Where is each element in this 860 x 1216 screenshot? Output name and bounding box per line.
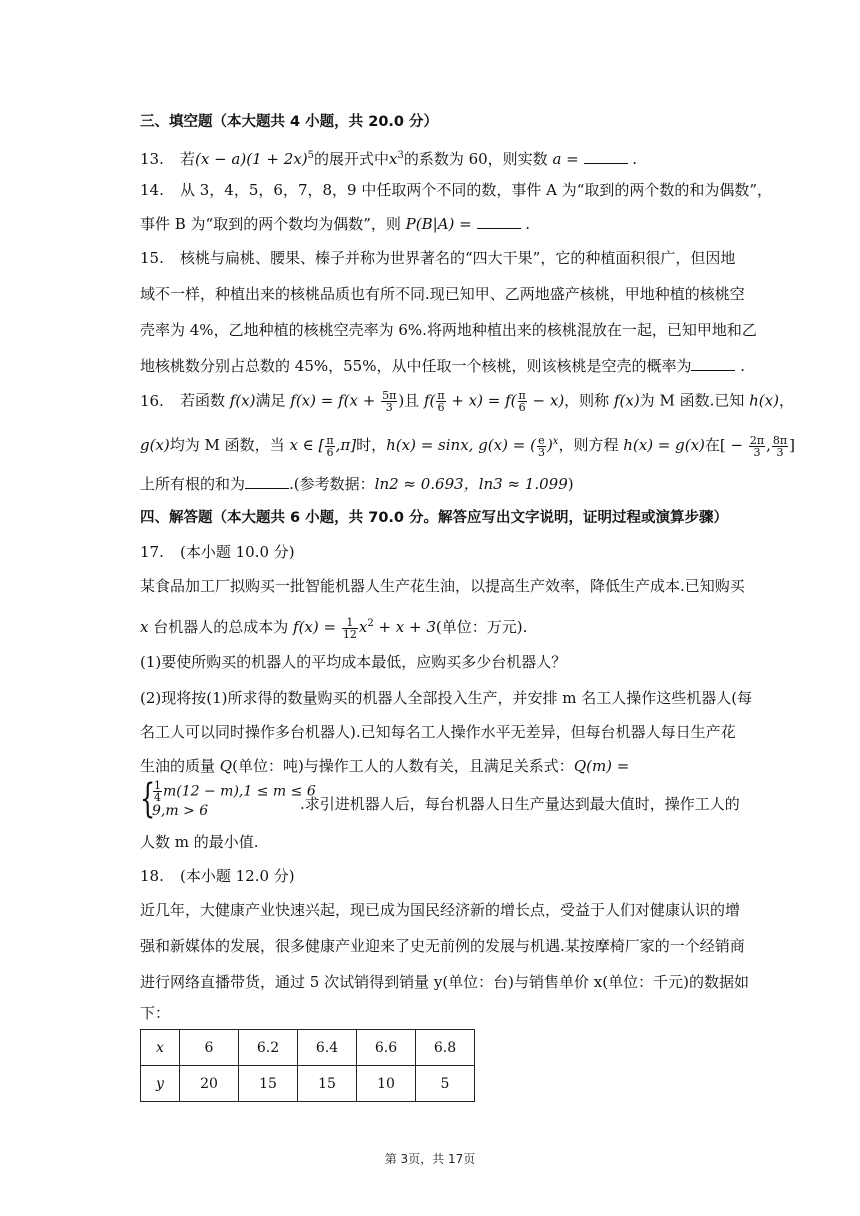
question-17-line-4: (2)现将按(1)所求得的数量购买的机器人全部投入生产，并安排 m 名工人操作这些机器人(每 [140, 689, 753, 707]
question-14-line-2: 事件 B 为“取到的两个数均为偶数”，则 P(B|A) = . [140, 215, 531, 233]
table-cell: 10 [357, 1066, 416, 1102]
table-cell: 6.4 [298, 1030, 357, 1066]
question-number: 14. [140, 181, 164, 199]
table-row [141, 1066, 475, 1102]
table-row-header: x [141, 1030, 180, 1066]
question-18-line-2: 强和新媒体的发展，很多健康产业迎来了史无前例的发展与机遇.某按摩椅厂家的一个经销商 [140, 937, 745, 955]
fraction: $\frac{2\pi}{3}$ [749, 433, 765, 459]
question-16: 16. 若函数 f(x)满足 f(x) = f(x + $\frac{5\pi}{3}$ )且 f( $\frac{\pi}{6}$ + x) = f( $\frac{\pi}{6}$ − x)，则称 f(x)为 M 函数.已知 h(x)， [140, 389, 794, 414]
question-18 [140, 866, 295, 886]
answer-blank [477, 214, 521, 229]
table-cell: 15 [298, 1066, 357, 1102]
question-15-line-3: 壳率为 4%，乙地种植的核桃空壳率为 6%.将两地种植出来的核桃混放在一起，已知甲地和乙 [140, 321, 757, 339]
table-row [141, 1030, 475, 1066]
question-number: 16. [140, 391, 164, 410]
question-17-line-8: 人数 m 的最小值. [140, 833, 259, 851]
table-cell: 6.2 [239, 1030, 298, 1066]
question-17-line-5: 名工人可以同时操作多台机器人).已知每名工人操作水平无差异，但每台机器人每日生产花 [140, 723, 736, 741]
table-cell: 15 [239, 1066, 298, 1102]
table-cell: 6.6 [357, 1030, 416, 1066]
answer-blank [691, 356, 735, 371]
sales-data-table [140, 1029, 475, 1102]
question-score: (本小题 10.0 分) [180, 543, 295, 561]
question-17-line-3: (1)要使所购买的机器人的平均成本最低，应购买多少台机器人？ [140, 653, 567, 671]
question-16-line-2: g(x)均为 M 函数，当 x ∈ [ $\frac{\pi}{6}$ ,π]时，h(x) = sinx, g(x) = ( $\frac{e}{3}$ )$^x$，则方程 h(x) = g(x)在[ − $\frac{2\pi}{3}$ , $\frac{8\pi}{3}$ ] [140, 433, 795, 459]
fraction: $\frac{\pi}{6}$ [437, 389, 445, 414]
fraction: $\frac{1}{12}$ [342, 615, 357, 641]
fraction: $\frac{\pi}{6}$ [518, 389, 526, 414]
answer-blank [245, 474, 289, 489]
answer-blank [584, 149, 628, 164]
question-17 [140, 542, 295, 562]
piecewise-case-2: 9,m > 6 [152, 803, 209, 819]
question-16-line-3: 上所有根的和为 .(参考数据：ln2 ≈ 0.693，ln3 ≈ 1.099) [140, 475, 574, 493]
table-cell: 6.8 [416, 1030, 475, 1066]
question-18-line-4: 下： [140, 1004, 171, 1022]
question-17-line-1: 某食品加工厂拟购买一批智能机器人生产花生油，以提高生产效率，降低生产成本.已知购买 [140, 577, 745, 595]
table-cell: 5 [416, 1066, 475, 1102]
fraction: $\frac{8\pi}{3}$ [772, 433, 788, 459]
question-18-line-3: 进行网络直播带货，通过 5 次试销得到销量 y(单位：台)与销售单价 x(单位：千元)的数据如 [140, 973, 749, 991]
question-15: 15. 核桃与扁桃、腰果、榛子并称为世界著名的“四大干果”，它的种植面积很广，但因地 [140, 249, 736, 267]
fraction: $\frac{e}{3}$ [537, 433, 545, 459]
question-number: 13. [140, 150, 164, 168]
question-13: 13. 若$(x - a)(1 + 2x)^5$的展开式中$x^3$的系数为 60，则实数 a = . [140, 150, 638, 168]
table-cell: 6 [180, 1030, 239, 1066]
fraction: $\frac{5\pi}{3}$ [382, 389, 397, 414]
question-14: 14. 从 3，4，5，6，7，8，9 中任取两个不同的数，事件 A 为“取到的两个数的和为偶数”， [140, 181, 773, 199]
section-heading-solutions: 四、解答题（本大题共 6 小题，共 70.0 分。解答应写出文字说明，证明过程或演算步骤） [140, 510, 729, 526]
question-number: 17. [140, 543, 164, 561]
question-15-line-4: 地核桃数分别占总数的 45%，55%，从中任取一个核桃，则该核桃是空壳的概率为 . [140, 357, 745, 375]
section-heading-fill-in: 三、填空题（本大题共 4 小题，共 20.0 分） [140, 114, 439, 130]
question-number: 15. [140, 249, 164, 267]
question-17-line-7: .求引进机器人后，每台机器人日生产量达到最大值时，操作工人的 [300, 795, 740, 813]
page-footer: 第 3页，共 17页 [384, 1152, 476, 1166]
question-number: 18. [140, 867, 164, 885]
question-18-line-1: 近几年，大健康产业快速兴起，现已成为国民经济新的增长点，受益于人们对健康认识的增 [140, 901, 741, 919]
question-17-line-2: x 台机器人的总成本为 f(x) = $\frac{1}{12}$ $x^2 + x + 3$(单位：万元). [140, 615, 528, 641]
fraction: $\frac{\pi}{6}$ [326, 433, 334, 459]
question-15-line-2: 域不一样，种植出来的核桃品质也有所不同.现已知甲、乙两地盛产核桃，甲地种植的核桃空 [140, 285, 745, 303]
left-brace: { [140, 776, 156, 822]
piecewise-case-1: $\frac{1}{4}$ m(12 − m),1 ≤ m ≤ 6 [154, 779, 316, 804]
question-17-line-6: 生油的质量 Q(单位：吨)与操作工人的人数有关，且满足关系式：Q(m) = [140, 757, 630, 775]
table-cell: 20 [180, 1066, 239, 1102]
table-row-header: y [141, 1066, 180, 1102]
question-score: (本小题 12.0 分) [180, 867, 295, 885]
